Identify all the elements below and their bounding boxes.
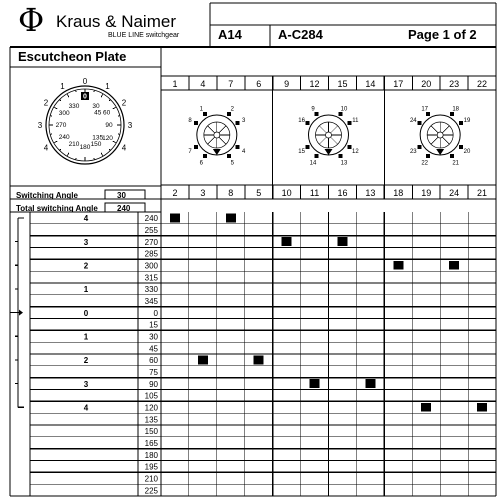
position-cell: 1: [83, 285, 89, 295]
terminal-number: 7: [228, 79, 234, 89]
dial-tick: [113, 141, 116, 143]
dial-angle-label: 300: [58, 110, 70, 117]
deck-terminal-label: 16: [298, 118, 305, 124]
closed-contact-marker: [337, 237, 347, 246]
terminal-number: 17: [393, 79, 404, 89]
deck-terminal: [450, 112, 454, 116]
position-cell: 4: [83, 214, 89, 224]
terminal-number: 10: [281, 188, 292, 198]
terminal-number: 14: [365, 79, 376, 89]
angle-cell: 30: [149, 332, 158, 342]
dial-angle-label: 180: [79, 144, 91, 151]
dial-tick: [118, 116, 120, 117]
total-switching-angle-value: 240: [117, 204, 131, 213]
deck-spoke: [331, 126, 338, 133]
deck-spoke: [431, 126, 438, 133]
dial-angle-label: 150: [90, 141, 102, 149]
switching-angle-value: 30: [117, 191, 126, 200]
angle-cell: 300: [144, 261, 158, 271]
deck-terminal: [194, 121, 198, 125]
deck-spoke: [219, 137, 226, 144]
closed-contact-marker: [282, 237, 292, 246]
closed-contact-marker: [393, 261, 403, 270]
angle-cell: 285: [144, 249, 158, 259]
deck-terminal: [450, 154, 454, 158]
deck-terminal: [306, 121, 310, 125]
deck-terminal: [203, 154, 207, 158]
contact-deck-hub: [214, 132, 220, 138]
deck-terminal-label: 6: [199, 160, 204, 167]
dial-angle-label: 30: [92, 102, 100, 110]
deck-terminal-label: 17: [421, 106, 429, 113]
angle-cell: 315: [144, 273, 158, 283]
deck-terminal-label: 9: [311, 106, 315, 113]
terminal-number: 16: [337, 188, 348, 198]
terminal-number: 8: [228, 188, 234, 198]
closed-contact-marker: [254, 356, 264, 365]
position-cell: 4: [83, 403, 89, 413]
angle-cell: 225: [144, 486, 158, 496]
dial-tick: [54, 107, 57, 109]
deck-terminal-label: 19: [463, 118, 471, 124]
dial-position-label: 4: [43, 143, 49, 153]
terminal-number: 11: [309, 188, 320, 198]
dial-tick: [101, 153, 103, 156]
document-code-1: A14: [218, 27, 242, 42]
angle-cell: 90: [149, 379, 158, 389]
deck-arrow: [325, 149, 333, 155]
dial-tick: [50, 134, 52, 135]
dial-tick: [109, 100, 110, 101]
deck-spoke: [431, 137, 438, 144]
angle-cell: 165: [144, 439, 158, 449]
deck-terminal: [426, 154, 430, 158]
angle-cell: 255: [144, 226, 158, 236]
dial-angle-label: 330: [68, 102, 80, 110]
dial-position-label: 1: [60, 82, 65, 92]
deck-terminal: [347, 145, 351, 149]
position-cell: 2: [83, 356, 89, 366]
dial-tick: [109, 149, 110, 150]
deck-terminal-label: 12: [352, 149, 359, 155]
dial-tick: [50, 116, 52, 117]
closed-contact-marker: [310, 379, 320, 388]
position-cell: 2: [83, 261, 89, 271]
deck-terminal-label: 20: [463, 149, 471, 155]
terminal-number: 4: [200, 79, 206, 89]
page-number: Page 1 of 2: [408, 27, 477, 42]
deck-terminal-label: 21: [452, 160, 460, 167]
angle-cell: 195: [144, 462, 158, 472]
terminal-number: 20: [421, 79, 432, 89]
dial-angle-label: 270: [55, 122, 67, 129]
angle-cell: 330: [144, 285, 158, 295]
deck-terminal: [203, 112, 207, 116]
dial-tick: [67, 153, 69, 156]
deck-terminal: [426, 112, 430, 116]
deck-spoke: [319, 137, 326, 144]
dial-angle-label: 240: [58, 134, 70, 141]
deck-spoke: [219, 126, 226, 133]
angle-cell: 15: [149, 320, 158, 330]
deck-terminal-label: 1: [199, 106, 204, 113]
terminal-number: 5: [256, 188, 262, 198]
deck-terminal: [227, 112, 231, 116]
logo-icon: Φ: [18, 1, 45, 39]
closed-contact-marker: [421, 403, 431, 412]
deck-terminal-label: 4: [242, 149, 246, 155]
dial-angle-label: 90: [105, 122, 113, 129]
angle-cell: 345: [144, 297, 158, 307]
company-name: Kraus & Naimer: [56, 12, 176, 31]
contact-deck-hub: [437, 132, 443, 138]
deck-terminal-label: 24: [409, 118, 417, 124]
deck-arrow: [436, 149, 444, 155]
angle-cell: 120: [144, 403, 158, 413]
dial-angle-label: 45: [94, 109, 102, 117]
deck-terminal: [339, 154, 343, 158]
deck-terminal-label: 14: [309, 160, 317, 167]
dial-tick: [60, 149, 61, 150]
deck-terminal: [236, 121, 240, 125]
dial-position-label: 2: [43, 98, 49, 108]
deck-terminal-label: 15: [298, 149, 305, 155]
dial-position-label: 2: [121, 98, 127, 108]
angle-cell: 0: [153, 308, 158, 318]
deck-terminal-label: 3: [242, 118, 246, 124]
deck-spoke: [208, 137, 215, 144]
deck-arrow: [213, 149, 221, 155]
terminal-number: 22: [477, 79, 488, 89]
terminal-number: 12: [309, 79, 320, 89]
terminal-number: 1: [172, 79, 178, 89]
dial-position-label: 1: [105, 82, 110, 92]
deck-terminal: [194, 145, 198, 149]
deck-terminal: [339, 112, 343, 116]
angle-cell: 270: [144, 237, 158, 247]
deck-terminal: [227, 154, 231, 158]
deck-terminal: [306, 145, 310, 149]
deck-terminal: [236, 145, 240, 149]
terminal-number: 18: [393, 188, 404, 198]
escutcheon-title: Escutcheon Plate: [18, 49, 127, 64]
angle-cell: 75: [149, 368, 158, 378]
terminal-number: 19: [421, 188, 432, 198]
total-switching-angle-label: Total switching Angle: [16, 204, 98, 213]
angle-cell: 105: [144, 391, 158, 401]
dial-angle-label: 120: [102, 135, 113, 142]
position-cell: 3: [83, 237, 89, 247]
dial-position-label: 0: [82, 77, 88, 86]
position-cell: 1: [83, 332, 89, 342]
deck-terminal-label: 18: [452, 106, 460, 113]
deck-terminal: [459, 121, 463, 125]
dial-position-label: 3: [127, 121, 133, 130]
deck-terminal-label: 13: [340, 160, 348, 167]
deck-spoke: [442, 137, 449, 144]
deck-terminal-label: 5: [230, 160, 235, 167]
position-cell: 3: [83, 379, 89, 389]
dial-angle-label: 210: [68, 141, 80, 149]
dial-tick: [76, 158, 77, 160]
closed-contact-marker: [477, 403, 487, 412]
deck-spoke: [319, 126, 326, 133]
deck-terminal: [417, 145, 421, 149]
angle-cell: 210: [144, 474, 158, 484]
terminal-number: 21: [477, 188, 488, 198]
dial-tick: [94, 158, 95, 160]
terminal-number: 13: [365, 188, 376, 198]
position-cell: 0: [83, 308, 89, 318]
company-tagline: BLUE LINE switchgear: [108, 32, 180, 39]
deck-spoke: [208, 126, 215, 133]
dial-tick: [76, 90, 77, 92]
dial-tick: [94, 90, 95, 92]
dial-tick: [60, 100, 61, 101]
dial-tick: [54, 141, 57, 143]
deck-terminal-label: 22: [421, 160, 429, 167]
dial-tick: [118, 134, 120, 135]
deck-terminal: [459, 145, 463, 149]
dial-tick: [113, 107, 116, 109]
dial-tick: [67, 94, 69, 97]
angle-cell: 150: [144, 427, 158, 437]
dial-angle-label: 60: [103, 109, 111, 117]
deck-terminal-label: 10: [340, 106, 348, 113]
closed-contact-marker: [449, 261, 459, 270]
terminal-number: 2: [172, 188, 178, 198]
deck-terminal-label: 11: [352, 118, 359, 124]
dial-tick: [101, 94, 103, 97]
document-code-2: A-C284: [278, 27, 323, 42]
terminal-number: 9: [284, 79, 290, 89]
closed-contact-marker: [365, 379, 375, 388]
contact-deck-hub: [326, 132, 332, 138]
terminal-number: 23: [449, 79, 460, 89]
terminal-number: 3: [200, 188, 206, 198]
terminal-number: 24: [449, 188, 460, 198]
current-position-arrow-head: [19, 310, 23, 316]
deck-terminal: [315, 154, 319, 158]
deck-terminal-label: 2: [230, 106, 235, 113]
terminal-number: 15: [337, 79, 348, 89]
angle-cell: 60: [149, 356, 158, 366]
dial-active-marker: 0: [83, 93, 87, 101]
angle-cell: 135: [144, 415, 158, 425]
deck-terminal: [315, 112, 319, 116]
closed-contact-marker: [170, 214, 180, 223]
switching-angle-label: Switching Angle: [16, 191, 78, 200]
deck-terminal-label: 7: [188, 149, 192, 155]
deck-terminal: [347, 121, 351, 125]
dial-position-label: 3: [37, 121, 43, 130]
terminal-number: 6: [256, 79, 262, 89]
dial-angle-label: 135: [92, 134, 104, 142]
angle-cell: 240: [144, 214, 158, 224]
closed-contact-marker: [226, 214, 236, 223]
deck-terminal-label: 8: [188, 118, 192, 124]
closed-contact-marker: [198, 356, 208, 365]
deck-terminal: [417, 121, 421, 125]
deck-spoke: [331, 137, 338, 144]
angle-cell: 45: [149, 344, 158, 354]
deck-spoke: [442, 126, 449, 133]
angle-cell: 180: [144, 450, 158, 460]
deck-terminal-label: 23: [409, 149, 417, 155]
dial-position-label: 4: [121, 143, 127, 153]
